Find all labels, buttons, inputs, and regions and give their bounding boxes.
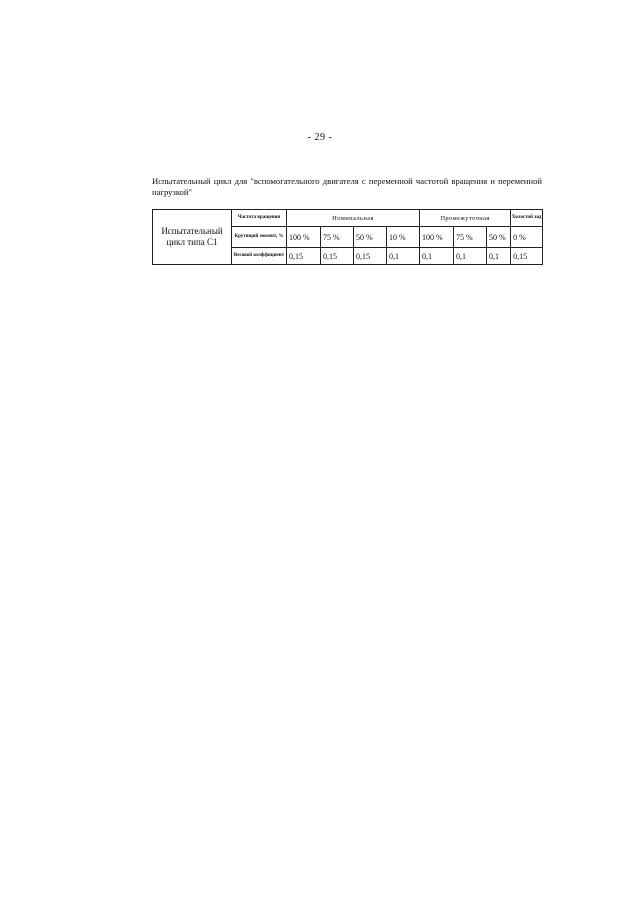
weight-value: 0,15 [511, 248, 543, 265]
torque-label: Крутящий момент, % [232, 227, 287, 248]
torque-value: 75 % [454, 227, 487, 248]
weight-value: 0,1 [487, 248, 511, 265]
weight-value: 0,15 [287, 248, 321, 265]
test-cycle-table [152, 209, 543, 265]
torque-value: 75 % [321, 227, 354, 248]
torque-value: 50 % [354, 227, 387, 248]
weight-value: 0,15 [354, 248, 387, 265]
weight-value: 0,1 [454, 248, 487, 265]
torque-value: 10 % [387, 227, 420, 248]
table-caption: Испытательный цикл для "вспомогательного двигателя с переменной частотой вращения и переменной нагрузкой" [152, 176, 542, 197]
mode-rated: Номинальная [287, 210, 420, 227]
speed-row [153, 210, 543, 227]
mode-intermediate: Промежуточная [420, 210, 511, 227]
mode-idle: Холостой ход [511, 210, 543, 227]
row-title-cell [153, 210, 232, 265]
weight-value: 0,1 [387, 248, 420, 265]
torque-value: 0 % [511, 227, 543, 248]
row-title: Испытательный цикл типа C1 [161, 226, 223, 247]
weight-value: 0,15 [321, 248, 354, 265]
speed-label: Частота вращения [232, 210, 287, 227]
page-number: - 29 - [307, 132, 333, 143]
torque-value: 100 % [420, 227, 454, 248]
torque-value: 50 % [487, 227, 511, 248]
torque-value: 100 % [287, 227, 321, 248]
weight-label: Весовой коэффициент [232, 248, 287, 265]
weight-value: 0,1 [420, 248, 454, 265]
